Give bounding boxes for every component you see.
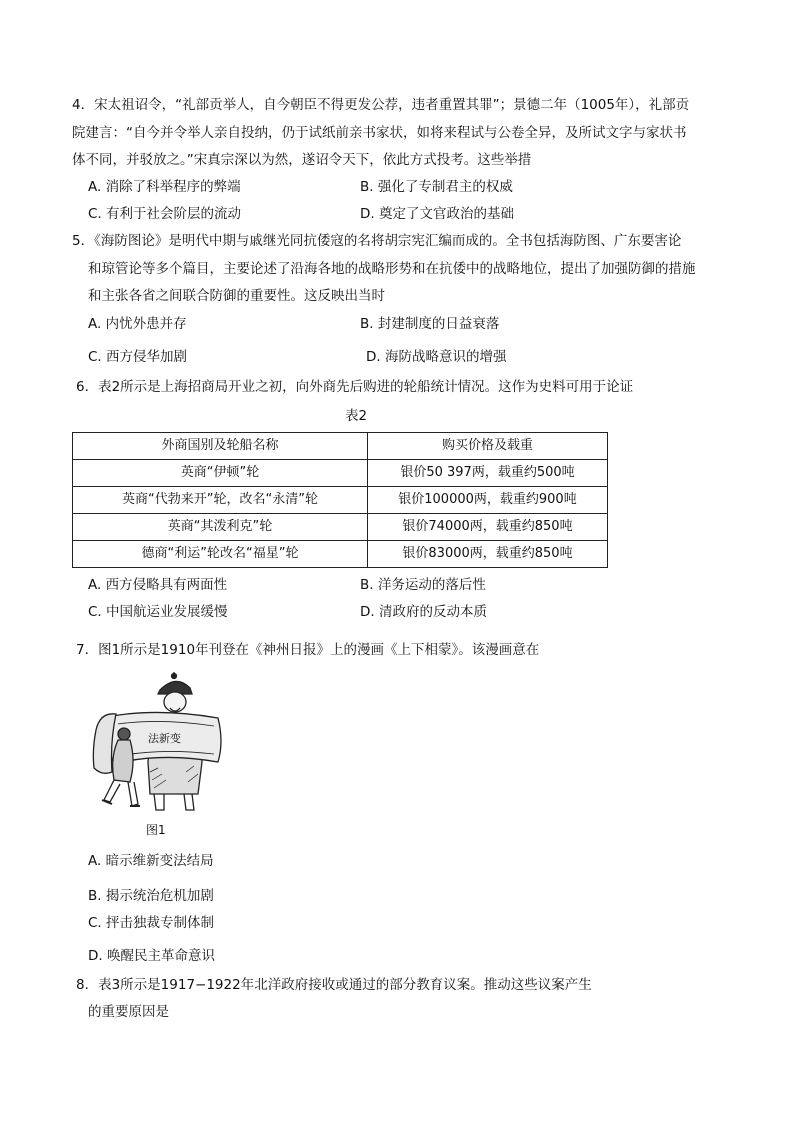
q6-stem-line1: 6．表2所示是上海招商局开业之初，向外商先后购进的轮船统计情况。这作为史料可用于论证 — [76, 379, 634, 395]
q8-stem-line1: 8．表3所示是1917−1922年北洋政府接收或通过的部分教育议案。推动这些议案产生 — [76, 977, 592, 993]
q7-option-d: D. 唤醒民主革命意识 — [88, 948, 215, 964]
table-row — [73, 460, 608, 487]
q5-option-d: D. 海防战略意识的增强 — [366, 349, 507, 365]
table-row — [73, 514, 608, 541]
q5-option-c: C. 西方侵华加剧 — [88, 349, 188, 365]
q7-option-a: A. 暗示维新变法结局 — [88, 853, 214, 869]
q4-stem-line2: 院建言：“自今并令举人亲自投纳，仍于试纸前亲书家状，如将来程试与公卷全异，及所试文字与家状书 — [72, 125, 687, 141]
q4-option-a: A. 消除了科举程序的弊端 — [88, 179, 241, 195]
table-cell-price: 银价100000两，载重约900吨 — [368, 487, 608, 514]
cartoon-image — [90, 672, 224, 822]
q5-stem-line3: 和主张各省之间联合防御的重要性。这反映出当时 — [88, 288, 385, 304]
table-cell-ship: 英商“代勃来开”轮，改名“永清”轮 — [73, 487, 368, 514]
q6-option-c: C. 中国航运业发展缓慢 — [88, 604, 228, 620]
table-caption: 表2 — [345, 408, 368, 424]
q4-option-b: B. 强化了专制君主的权威 — [360, 179, 513, 195]
figure-caption: 图1 — [146, 823, 166, 837]
q5-option-a: A. 内忧外患并存 — [88, 316, 187, 332]
table-row — [73, 487, 608, 514]
q6-option-a: A. 西方侵略具有两面性 — [88, 577, 228, 593]
cartoon-illustration — [90, 672, 224, 822]
table-row — [73, 541, 608, 568]
table-header-cell: 外商国别及轮船名称 — [73, 433, 368, 460]
q7-option-b: B. 揭示统治危机加剧 — [88, 888, 214, 904]
q7-option-c: C. 抨击独裁专制体制 — [88, 915, 215, 931]
table-cell-price: 银价50 397两，载重约500吨 — [368, 460, 608, 487]
q4-stem-line3: 体不同，并驳放之。”宋真宗深以为然，遂诏令天下，依此方式投考。这些举措 — [72, 152, 532, 168]
table-cell-ship: 德商“利运”轮改名“福星”轮 — [73, 541, 368, 568]
table-header-cell: 购买价格及载重 — [368, 433, 608, 460]
q5-stem-line1: 5．《海防图论》是明代中期与戚继光同抗倭寇的名将胡宗宪汇编而成的。全书包括海防图、广东要害论 — [72, 233, 682, 249]
q8-stem-line2: 的重要原因是 — [88, 1004, 169, 1020]
table-cell-price: 银价74000两，载重约850吨 — [368, 514, 608, 541]
table-cell-price: 银价83000两，载重约850吨 — [368, 541, 608, 568]
table-header-row — [73, 433, 608, 460]
q6-option-d: D. 清政府的反动本质 — [360, 604, 487, 620]
q4-option-c: C. 有利于社会阶层的流动 — [88, 206, 242, 222]
q4-stem-line1: 4．宋太祖诏令，“礼部贡举人，自今朝臣不得更发公荐，违者重置其罪”；景德二年（1005年），礼部贡 — [72, 97, 690, 113]
q7-stem-line1: 7．图1所示是1910年刊登在《神州日报》上的漫画《上下相蒙》。该漫画意在 — [76, 642, 540, 658]
q5-option-b: B. 封建制度的日益衰落 — [360, 316, 500, 332]
q6-option-b: B. 洋务运动的落后性 — [360, 577, 486, 593]
table-cell-ship: 英商“伊顿”轮 — [73, 460, 368, 487]
table-cell-ship: 英商“其泼利克”轮 — [73, 514, 368, 541]
ships-table — [72, 432, 608, 568]
q4-option-d: D. 奠定了文官政治的基础 — [360, 206, 514, 222]
q5-stem-line2: 和琼管论等多个篇目，主要论述了沿海各地的战略形势和在抗倭中的战略地位，提出了加强防御的措施 — [88, 261, 696, 277]
cartoon-banner-text: 法新变 — [148, 732, 181, 745]
